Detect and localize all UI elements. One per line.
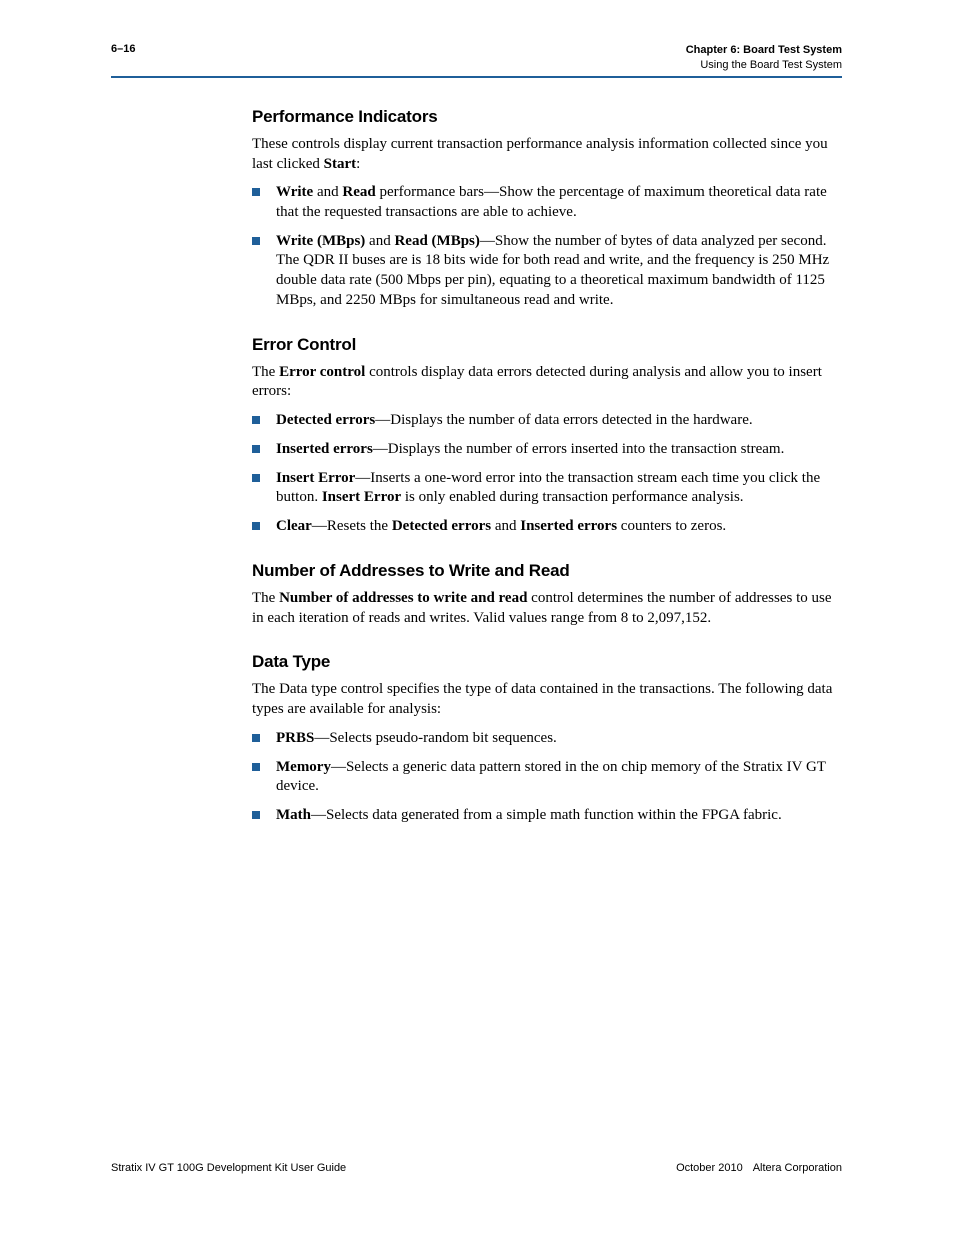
bold-term: Read (MBps)	[394, 232, 480, 249]
text: control determines the number of addresses to use in each iteration of reads and writes. Valid values range from 8 to 2,097,152.	[252, 590, 832, 626]
running-header	[686, 43, 842, 73]
text: —Displays the number of errors inserted into the transaction stream.	[372, 440, 785, 457]
bold-term: Clear	[276, 518, 312, 535]
list-item	[252, 469, 844, 508]
footer-right	[676, 1162, 842, 1174]
text: —Inserts a one-word error into the transaction stream each time you click the button.	[276, 469, 821, 506]
heading-performance-indicators: Performance Indicators	[252, 107, 438, 126]
spacer	[252, 320, 844, 334]
list-item	[252, 183, 844, 222]
spacer	[252, 637, 844, 651]
page-content	[252, 106, 844, 835]
paragraph-data-type-intro: The Data type control specifies the type of data contained in the transactions. The following data types are available for analysis:	[252, 681, 833, 718]
text: These controls display current transaction performance analysis information collected since you last clicked	[252, 136, 828, 172]
paragraph-performance-intro	[252, 135, 844, 174]
page-number: 6–16	[111, 43, 136, 55]
text: :	[356, 155, 361, 172]
bullet-square-icon	[252, 763, 260, 771]
text: counters to zeros.	[617, 518, 727, 535]
bullet-square-icon	[252, 474, 260, 482]
heading-data-type: Data Type	[252, 652, 331, 672]
text: and	[491, 518, 521, 535]
paragraph-addresses	[252, 589, 844, 628]
chapter-title: Chapter 6: Board Test System	[685, 44, 842, 56]
text: The	[252, 590, 280, 607]
bold-term: Insert Error	[276, 469, 356, 486]
bullet-square-icon	[252, 445, 260, 453]
bold-term: Read	[342, 184, 376, 201]
footer-document-title: Stratix IV GT 100G Development Kit User Guide	[111, 1162, 347, 1174]
section-title: Using the Board Test System	[700, 59, 842, 71]
list-item	[252, 411, 844, 431]
bold-term: Error control	[279, 363, 366, 380]
bold-term: Write	[276, 184, 314, 201]
bold-term: Number of a	[279, 590, 360, 607]
text: The	[252, 363, 280, 380]
bullet-square-icon	[252, 734, 260, 742]
text: —Selects data generated from a simple math function within the FPGA fabric.	[311, 807, 782, 824]
bold-term: Math	[276, 807, 311, 824]
bold-term: Detected errors	[276, 411, 376, 428]
list-item	[252, 232, 844, 310]
footer-date: October 2010	[676, 1162, 743, 1174]
text: —Show the number of bytes of data analyzed per second. The QDR II buses are is 18 bits wide for both read and write, and the frequency is 250 MHz double data rate (500 Mbps per pin), equating to a theoretical maximum bandwidth of 1125 MBps, and 2250 MBps for simultaneous read and write.	[276, 232, 830, 308]
text: and	[365, 232, 395, 249]
list-item	[252, 758, 844, 797]
text: and	[313, 184, 343, 201]
list-data-types	[252, 729, 844, 826]
bold-term: PRBS	[276, 729, 315, 746]
list-performance	[252, 183, 844, 310]
bullet-square-icon	[252, 188, 260, 196]
text: —Selects a generic data pattern stored in the on chip memory of the Stratix IV GT device.	[276, 758, 826, 795]
bullet-square-icon	[252, 416, 260, 424]
list-item	[252, 440, 844, 460]
heading-number-of-addresses: Number of Addresses to Write and Read	[252, 561, 570, 581]
paragraph-error-intro	[252, 363, 844, 402]
list-error-control	[252, 411, 844, 537]
heading-error-control: Error Control	[252, 334, 357, 354]
bold-term: Inserted errors	[520, 518, 618, 535]
text: performance bars—Show the percentage of maximum theoretical data rate that the requested transactions are able to achieve.	[276, 184, 827, 220]
header-rule	[111, 76, 842, 78]
list-item	[252, 729, 844, 749]
text: —Resets the	[311, 518, 392, 535]
bold-term: Inserted errors	[276, 440, 373, 457]
spacer	[252, 546, 844, 560]
bold-term: Start	[323, 155, 357, 172]
text: is only enabled during transaction performance analysis.	[401, 489, 744, 506]
text: —Selects pseudo-random bit sequences.	[314, 729, 557, 746]
text: —Displays the number of data errors detected in the hardware.	[375, 411, 753, 428]
bold-term: Detected errors	[391, 518, 492, 535]
bold-term: Insert Error	[321, 489, 402, 506]
bullet-square-icon	[252, 522, 260, 530]
bold-term: Write (MBps)	[276, 232, 366, 249]
bold-term: Memory	[276, 758, 331, 775]
text: controls display data errors detected during analysis and allow you to insert errors:	[252, 363, 822, 400]
bullet-square-icon	[252, 237, 260, 245]
footer-company: Altera Corporation	[752, 1162, 842, 1174]
bold-term: ddresses to write and read	[359, 590, 528, 607]
list-item	[252, 806, 844, 826]
list-item	[252, 517, 844, 537]
bullet-square-icon	[252, 811, 260, 819]
